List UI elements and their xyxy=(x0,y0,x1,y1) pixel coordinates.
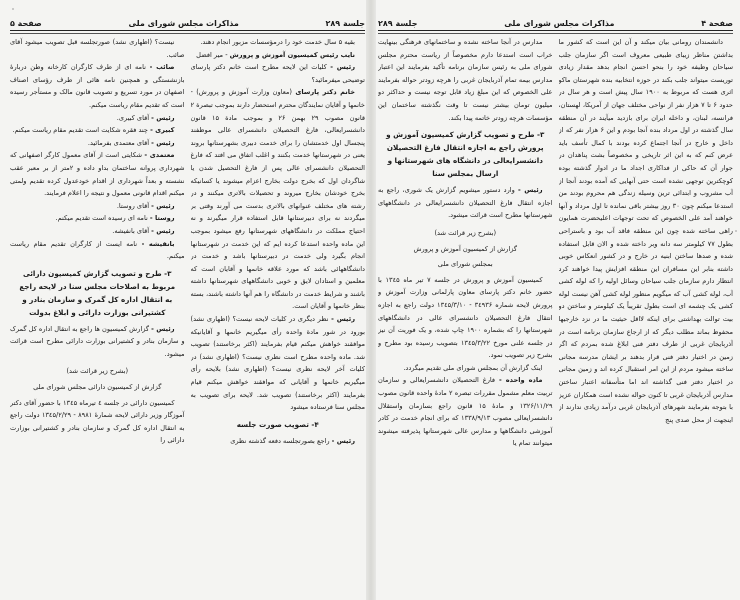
scan-speck xyxy=(735,230,737,232)
page-number: صفحة ۵ xyxy=(10,19,42,28)
speaker-name: کبیری - xyxy=(150,126,175,135)
paragraph: صائب - نامه ای از طرف کارگران کارخانه وطن دربارهٔ بازنشستگی و همچنین نامه هائی از طرف رؤسای اصناف اصفهان در مورد تسریع و تصویب قانون مالک و مستأجر رسیده است که تقدیم مقام ریاست میکنم. xyxy=(10,63,185,109)
page-4 xyxy=(378,0,733,600)
paragraph: بانفیشه - نامه ایست از کارگران تقدیم مقام ریاست میکنم. xyxy=(10,239,185,261)
speaker-name: رئیس - xyxy=(330,63,355,72)
paragraph: رئیس - آقای کبیری. xyxy=(116,113,175,122)
paragraph: معتمدی - شکایتی است از آقای معمول کارگر اصفهانی که شهرداری پروانه ساختمان بداو داده و ۲متر از بر معبر عقب نشسته و بعداً شهرداری از اقدام خودعدول کرده تقدیم ولمتی میکنم اقدام قانونی معمول و نتیجه را اعلام فرمایند. xyxy=(10,151,185,198)
paragraph: روستا - نامه ای رسیده است تقدیم میکنم. xyxy=(55,214,175,223)
session-number: جلسة ۲۸۹ xyxy=(325,19,365,28)
paragraph: رئیس - کلیات این لایحه مطرح است خانم دکتر پارسای توضیحی میفرمائید؟ xyxy=(190,63,365,84)
scan-speck xyxy=(12,8,14,10)
header-rule xyxy=(378,33,733,34)
speaker-name: معتمدی - xyxy=(144,151,175,160)
page-columns xyxy=(378,36,733,592)
column-right xyxy=(191,36,366,592)
paragraph: کبیری - چند فقره شکایت است تقدیم مقام ریاست میکنم. xyxy=(12,126,175,135)
paragraph: بقیه ۵ سال خدمت خود را درمؤسسات مزبور انجام دهند. xyxy=(200,38,355,46)
speaker-name: بانفیشه - xyxy=(141,239,175,248)
section-heading: ۳- طرح و تصویب گزارش کمیسیون آموزش و پرورش راجع به اجازه انتقال فارغ التحصیلان دانشسرایعالی در دانشگاه های شهرستانها و ارسال بمجلس سنا xyxy=(386,130,545,179)
speaker-name: نایب رئیس کمیسیون آموزش و پرورش xyxy=(229,50,355,59)
paragraph: رئیس - آقای روستا. xyxy=(116,201,175,210)
paragraph: ماده واحده - فارغ التحصیلان دانشسرایعالی و سازمان تربیت معلم مشمول مقررات تبصره ۲ مادهٔ واحده قانون مصوب ۱۳۲۶/۱۱/۲۹ و مادهٔ ۱۵ قانون راجع بسازمان واستقلال دانشسرایعالی مصوب ۱۳۳۸/۹/۱۳ که برای انجام خدمت در کادر آموزشی دانشگاهها و مدارس عالی شهرستانها پذیرفته میشوند میتوانند تمام یا xyxy=(378,376,553,448)
paragraph: رئیس - آقای بانفیشه. xyxy=(112,226,175,235)
paragraph: رئیس - وارد دستور میشویم گزارش یک شوری، راجع به اجازه انتقال فارغ التحصیلان دانشسرایعالی در دانشگاههای شهرستانها مطرح است قرائت میشود. xyxy=(378,186,553,220)
read-note: (بشرح زیر قرائت شد) xyxy=(434,228,497,237)
paragraph: کمیسیون آموزش و پرورش در جلسه ۷ تیر ماه ۱۳٤۵ با حضور خانم دکتر پارسای معاون پارلمانی وزارت آموزش و پرورش لایحه شماره ۳٤۹۳۶ - ۱۳٤۵/۳/۱۰ دولت راجع به اجازه انتقال فارغ التحصیلان دانشسرای عالی در دانشگاههای شهرستانها را که بشماره ۱۹۰۰ چاپ شده، و یک فوریت آن نیز در جلسه علنی مورخ ۱۳٤۵/۳/۲۲ بتصویب رسیده بود مطرح و بشرح زیر تصویب نمود. xyxy=(378,275,553,360)
page-header xyxy=(378,14,733,31)
report-title: گزارش از کمیسیون آموزش و پرورش xyxy=(413,244,517,253)
paragraph: کمیسیون دارائی در جلسه ٤ تیرماه ۱۳٤۵ با حضور آقای دکتر آموزگار وزیر دارائی لایحه شمارهٔ ۸۹۸۱ - ۱۳٤۵/۲/۲۹ دولت راجع به انتقال اداره کل گمرک و سازمان بنادر و کشتیرانی بوزارت دارائی را xyxy=(10,398,185,445)
report-title: گزارش از کمیسیون دارائی مجلس شورای ملی xyxy=(33,383,162,392)
running-title: مذاکرات مجلس شورای ملی xyxy=(504,19,615,28)
column-right xyxy=(559,36,734,592)
page-number: صفحة ۴ xyxy=(701,19,733,28)
paragraph: نیست؟ (اظهاری نشد) صورتجلسه قبل تصویب میشود آقای صائب. xyxy=(10,38,185,59)
page-columns xyxy=(10,36,365,592)
section-heading: ۴- تصویب صورت جلسه xyxy=(236,419,319,429)
running-title: مذاکرات مجلس شورای ملی xyxy=(128,19,239,28)
speaker-name: خانم دکتر پارسای xyxy=(295,88,355,97)
read-note: (بشرح زیر قرائت شد) xyxy=(66,367,129,376)
paragraph: خانم دکتر پارسای (معاون وزارت آموزش و پرورش) - خانمها و آقایان نمایندگان محترم استحضار دارند بموجب تبصرة ۲ قانون مصوب ۲۹ بهمن ۲۶ و بموجب مادة ۱۵ قانون دانشسرایعالی، فارغ التحصیلان دانشسرای عالی موظفند پنجسال اول خدمتشان را برای خدمت دبیری بشهرستانها بروند یعنی در شهرستانها خدمت بکنند و اغلب اتفاق می افتد که فارغ التحصیلان دانشسرای عالی پس از فارغ التحصیل شدن یا شاگردان اول که بخرج دولت بخارج اعزام میشوند یا کسانیکه بخرج خودشان بخارج میروند و تحصیلات بالاتری میکنند و در رشته های مختلف عنوانهای بالاتری بدست می آورند وقتی بر میگردند نه برای دبیرستانها قابل استفاده قرار میگیرند و نه احتیاج مملکت در دانشگاههای شهرستانها رفع میشود بموجب این ماده واحده استدعا کرده ایم که این خدمت در شهرستانها انجام بگیرد ولی خدمت در دبیرستانها باشد و خدمت در دانشگاههائی باشد که مورد علاقه خانمها و آقایان است که معلمین و استادان لایق و خوبی دانشگاههای شهرستانها داشته باشند و شرایط خدمت در دانشگاه را هم آنها داشته باشند، بسته بنظر خانمها و آقایان است. xyxy=(190,88,365,311)
page-5 xyxy=(10,0,365,600)
paragraph: رئیس - نظر دیگری در کلیات لایحه نیست؟ (اظهاری نشد) بورود در شور مادة واحده رأی میگیریم خانمها و آقایانیکه موافقند خواهش میکنم قیام بفرمایند (اکثر برخاستند) تصویب شد. ماده واحده مطرح است نظری نیست؟ (اظهاری نشد) در کلیات آخر لایحه نظری نیست؟ (اظهاری نشد) بلایحه رأی میگیریم خانمها و آقایانی که موافقند خواهش میکنم قیام بفرمایند (اکثر برخاستند) تصویب شد. لایحه برای تصویب به مجلس سنا فرستاده میشود xyxy=(190,315,365,412)
speaker-name: رئیس - xyxy=(518,186,543,195)
page-header xyxy=(10,14,365,31)
header-rule xyxy=(10,33,365,34)
speaker-name: رئیس - xyxy=(151,138,175,147)
report-recipient: بمجلس شورای ملی xyxy=(437,260,493,269)
paragraph: مدارس در آنجا ساخته نشده و ساختمانهای فرهنگی بینهایت خراب است استدعا دارم مخصوصاً از ریاست محترم مجلس شورای ملی به رئیس سازمان برنامه تأکید بفرمایند این اعتبار مدارس بیمه تمام آذربایجان غربی را هرچه زودتر حواله بفرمایند علی الخصوص که این مبلغ زیاد قابل توجه نیست و حداکثر دو میلیون تومان بیشتر نیست تا وقت نگذشته ساختمان این مؤسسات هرچه زودتر خاتمه پیدا بکند. xyxy=(378,38,553,122)
speaker-name: رئیس - xyxy=(151,201,175,210)
section-heading: ۳- طرح و تصویب گزارش کمیسیون دارائی مربوط به اصلاحات مجلس سنا در لایحه راجع به انتقال اداره کل گمرک و سازمان بنادر و کشتیرانی بوزارت دارائی و ابلاغ بدولت xyxy=(19,268,176,317)
paragraph: نایب رئیس کمیسیون آموزش و پرورش - میر افضل xyxy=(196,50,355,59)
column-left xyxy=(378,36,553,592)
page-gutter xyxy=(366,0,376,600)
column-left xyxy=(10,36,185,592)
session-number: جلسة ۲۸۹ xyxy=(378,19,418,28)
speaker-name: رئیس - xyxy=(151,226,175,235)
speaker-name: رئیس - xyxy=(151,324,175,333)
paragraph: اینک گزارش آن بمجلس شورای ملی تقدیم میگردد. xyxy=(403,363,543,372)
paragraph: رئیس - راجع بصورتجلسه دفعه گذشته نظری xyxy=(230,436,355,445)
paragraph: دانشمندان رومانی بیان میکند و آن این است که کشور ما بداشتن مناظر زیبای طبیعی معروف است اگر سازمان جلب سیاحان وظیفه خود را بنحو احسن انجام بدهد مقدار زیادی توریست میتواند جلب بکند در حوزه انتخابیه بنده شهرستان ماکو اثری هست که مربوط به ۱۹۰۰ سال پیش است و هر سال در حدود ۶ تا ۷ هزار نفر از نواحی مختلف جهان از آمریکا، لهستان، فرانسه، لبنان، و داخله ایران برای بازدید میآیند در آن منطقه سال گذشته در اول مرداد بنده آنجا بودم و این ۶ هزار نفر که از داخل و خارج در آنجا اجتماع کرده بودند با کمال تأسف باید عرض کنم که به این اثر تاریخی و مخصوصاً بشت پناهدان در جوار آن که حاکی از فداکاری اجداد ما در ادوار گذشته بوده کوچکترین توجهی نشده است حتی آنهایی که آمده بودند آنجا از آب مشروب و ابتدائی ترین وسیله زندگی هم محروم بودند من استدعا میکنم چون ۳۰ روز بیشتر باقی نمانده تا اول مرداد و آنها خواهند آمد علی الخصوص که تحت توجهات اعلیحضرت همایون راهی ساخته شده چون این منطقه فاقد آب بود و باستراحی بطول ۷۷ کیلومتر سه دانه وبر داخته شده و الان قابل استفاده شده و صدها ساختن ابنیه در خارج و در کشور انعکاس خوبی داشته بنابر این مسافران این منطقه افزایش پیدا خواهند کرد انتظار دارم سازمان جلب سیاحان وسائل اولیه را که لوله کشی آب، لوله کشی آب که میگویم منظور لوله کشی آهن نیست لوله کشی یک چشمه ای است بطول تقریباً یک کیلومتر و ساختن دو بیت توالت بهداشتی برای اینکه لااقل حیثیت ما در نزد خارجیها محفوظ بماند مطلب دیگر که از ارجاع سازمان برنامه است در آذربایجان غربی از طرف دفتر فنی ابلاغ شده بمردم که اگر زمین در اختیار دفتر فنی قرار بدهند بر ایشان مدرسه مجانی ساخته میشود مردم از این امر استقبال کرده اند و زمین مجانی در اختیار دفتر فنی گذاشته اند اما متأسفانه اعتبار ساختن مدارس آذربایجان غربی تا کنون حواله نشده است همکاران عزیز با بتوجه بفرمایند شهرهای آذربایجان غربی درآمد زیادی ندارند از اینجهت از محل صدی پنج xyxy=(558,38,733,424)
speaker-name: روستا - xyxy=(149,214,175,223)
speaker-name: رئیس - xyxy=(331,315,355,324)
paragraph: رئیس - آقای معتمدی بفرمائید. xyxy=(87,138,175,147)
article-label: ماده واحده - xyxy=(498,376,543,385)
paragraph: رئیس - گزارش کمیسیون ها راجع به انتقال اداره کل گمرک و سازمان بنادر و کشتیرانی بوزارت دارائی مطرح است قرائت میشود. xyxy=(10,324,185,358)
speaker-name: رئیس - xyxy=(151,113,175,122)
speaker-name: رئیس - xyxy=(331,436,355,445)
speaker-name: صائب - xyxy=(149,63,175,72)
